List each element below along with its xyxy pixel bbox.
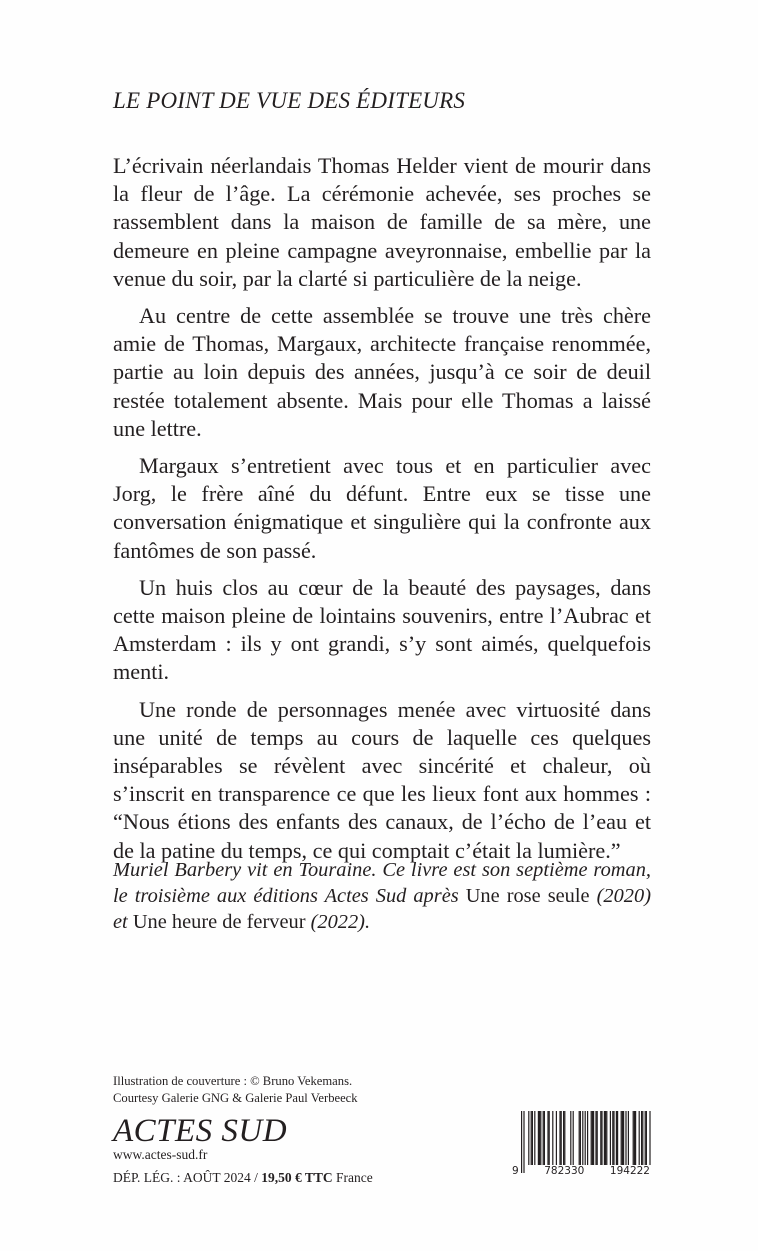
barcode-bar [623, 1111, 624, 1165]
publisher-logo: ACTES SUD [113, 1113, 288, 1149]
barcode-bar [563, 1111, 564, 1165]
cover-credits [113, 1073, 358, 1107]
barcode-digit-group: 782330 [544, 1165, 585, 1177]
legal-deposit-price [113, 1170, 373, 1186]
bio-text: (2022). [305, 911, 371, 933]
blurb-body [113, 152, 651, 874]
barcode-bar [582, 1111, 583, 1165]
barcode-bar [645, 1111, 646, 1165]
price-region: France [332, 1170, 373, 1185]
bio-text: Muriel Barbery vit en Touraine. Ce livre est son septième roman, le troisième aux éditions Actes Sud après [113, 859, 651, 907]
barcode-bar [543, 1111, 544, 1165]
barcode-bar [622, 1111, 623, 1165]
barcode-bar [601, 1111, 602, 1165]
barcode-bar [561, 1111, 562, 1165]
barcode-bar [642, 1111, 643, 1165]
barcode-bar [580, 1111, 581, 1173]
barcode-bar [585, 1111, 586, 1165]
barcode-bar [591, 1111, 592, 1165]
book-title: Une heure de ferveur [132, 911, 306, 933]
barcode-bar [616, 1111, 617, 1165]
book-title: Une rose seule [465, 885, 590, 907]
barcode-bar [531, 1111, 532, 1165]
blurb-paragraph: Margaux s’entretient avec tous et en particulier avec Jorg, le frère aîné du défunt. Entre eux se tisse une conversation énigmatique et singulière qui la confronte aux fantômes de son passé. [113, 453, 651, 563]
barcode-bar [573, 1111, 574, 1165]
bio-text: (2020) et [113, 885, 651, 933]
blurb-paragraph: Une ronde de personnages menée avec virtuosité dans une unité de temps au cours de laquelle ces quelques inséparables se révèlent avec sincérité et chaleur, où s’inscrit en transparence ce que les lieux font aux hommes : “Nous étions des enfants des canaux, de l’écho de l’eau et de la patine du temps, ce qui comptait c’était la lumière.” [113, 696, 651, 863]
barcode-bar [610, 1111, 611, 1165]
publisher-website: www.actes-sud.fr [113, 1147, 208, 1162]
barcode-bar [538, 1111, 539, 1165]
barcode-bar [628, 1111, 629, 1165]
barcode-bar [547, 1111, 548, 1165]
barcode-bar [593, 1111, 594, 1165]
credit-line: Courtesy Galerie GNG & Galerie Paul Verbeeck [113, 1091, 358, 1105]
barcode-bar [559, 1111, 560, 1165]
barcode-bar [635, 1111, 636, 1165]
barcode-bar [552, 1111, 553, 1165]
barcode-bar [641, 1111, 642, 1165]
barcode-bar [544, 1111, 545, 1165]
section-heading: LE POINT DE VUE DES ÉDITEURS [113, 88, 466, 113]
barcode-bars [511, 1111, 651, 1173]
blurb-paragraph: Un huis clos au cœur de la beauté des paysages, dans cette maison pleine de lointains souvenirs, entre l’Aubrac et Amsterdam : ils y ont grandi, s’y sont aimés, quelquefois menti. [113, 574, 651, 685]
barcode-bar [587, 1111, 588, 1165]
barcode-bar [579, 1111, 580, 1173]
barcode-bar [539, 1111, 540, 1165]
barcode-bar [613, 1111, 614, 1165]
barcode-bar [532, 1111, 533, 1165]
barcode-bar [600, 1111, 601, 1165]
blurb-paragraph: L’écrivain néerlandais Thomas Helder vient de mourir dans la fleur de l’âge. La cérémonie achevée, ses proches se rassemblent dans la maison de famille de sa mère, une demeure en pleine campagne aveyronnaise, embellie par la venue du soir, par la clarté si particulière de la neige. [113, 153, 651, 291]
barcode-bar [564, 1111, 565, 1165]
barcode-bar [604, 1111, 605, 1165]
barcode-bar [521, 1111, 522, 1173]
barcode-bar [595, 1111, 596, 1165]
barcode-bar [556, 1111, 557, 1165]
barcode-bar [633, 1111, 634, 1165]
barcode-bar [649, 1111, 650, 1165]
barcode-bar [570, 1111, 571, 1165]
barcode-bar [540, 1111, 541, 1165]
credit-line: Illustration de couverture : © Bruno Vekemans. [113, 1074, 353, 1088]
blurb-paragraph: Au centre de cette assemblée se trouve une très chère amie de Thomas, Margaux, architecte française renommée, partie au loin depuis des années, jusqu’à ce soir de deuil restée totalement absente. Mais pour elle Thomas a laissé une lettre. [113, 303, 651, 441]
barcode-bar [612, 1111, 613, 1165]
barcode-digit-group: 9 [512, 1165, 519, 1177]
barcode-bar [625, 1111, 626, 1165]
barcode-bar [534, 1111, 535, 1165]
barcode-bar [549, 1111, 550, 1165]
barcode-bar [634, 1111, 635, 1165]
legal-deposit: DÉP. LÉG. : AOÛT 2024 / [113, 1170, 262, 1185]
barcode-bar [605, 1111, 606, 1165]
barcode-bar [528, 1111, 529, 1165]
barcode-bar [592, 1111, 593, 1165]
barcode-bar [597, 1111, 598, 1165]
barcode-bar [646, 1111, 647, 1165]
barcode-bar [523, 1111, 524, 1173]
price: 19,50 € TTC [261, 1170, 333, 1185]
barcode-digits [511, 1165, 651, 1177]
barcode-digit-group: 194222 [609, 1165, 650, 1177]
barcode-bar [639, 1111, 640, 1165]
barcode-bar [606, 1111, 607, 1165]
author-bio [113, 857, 651, 935]
barcode-bar [617, 1111, 618, 1165]
barcode-bar [621, 1111, 622, 1165]
